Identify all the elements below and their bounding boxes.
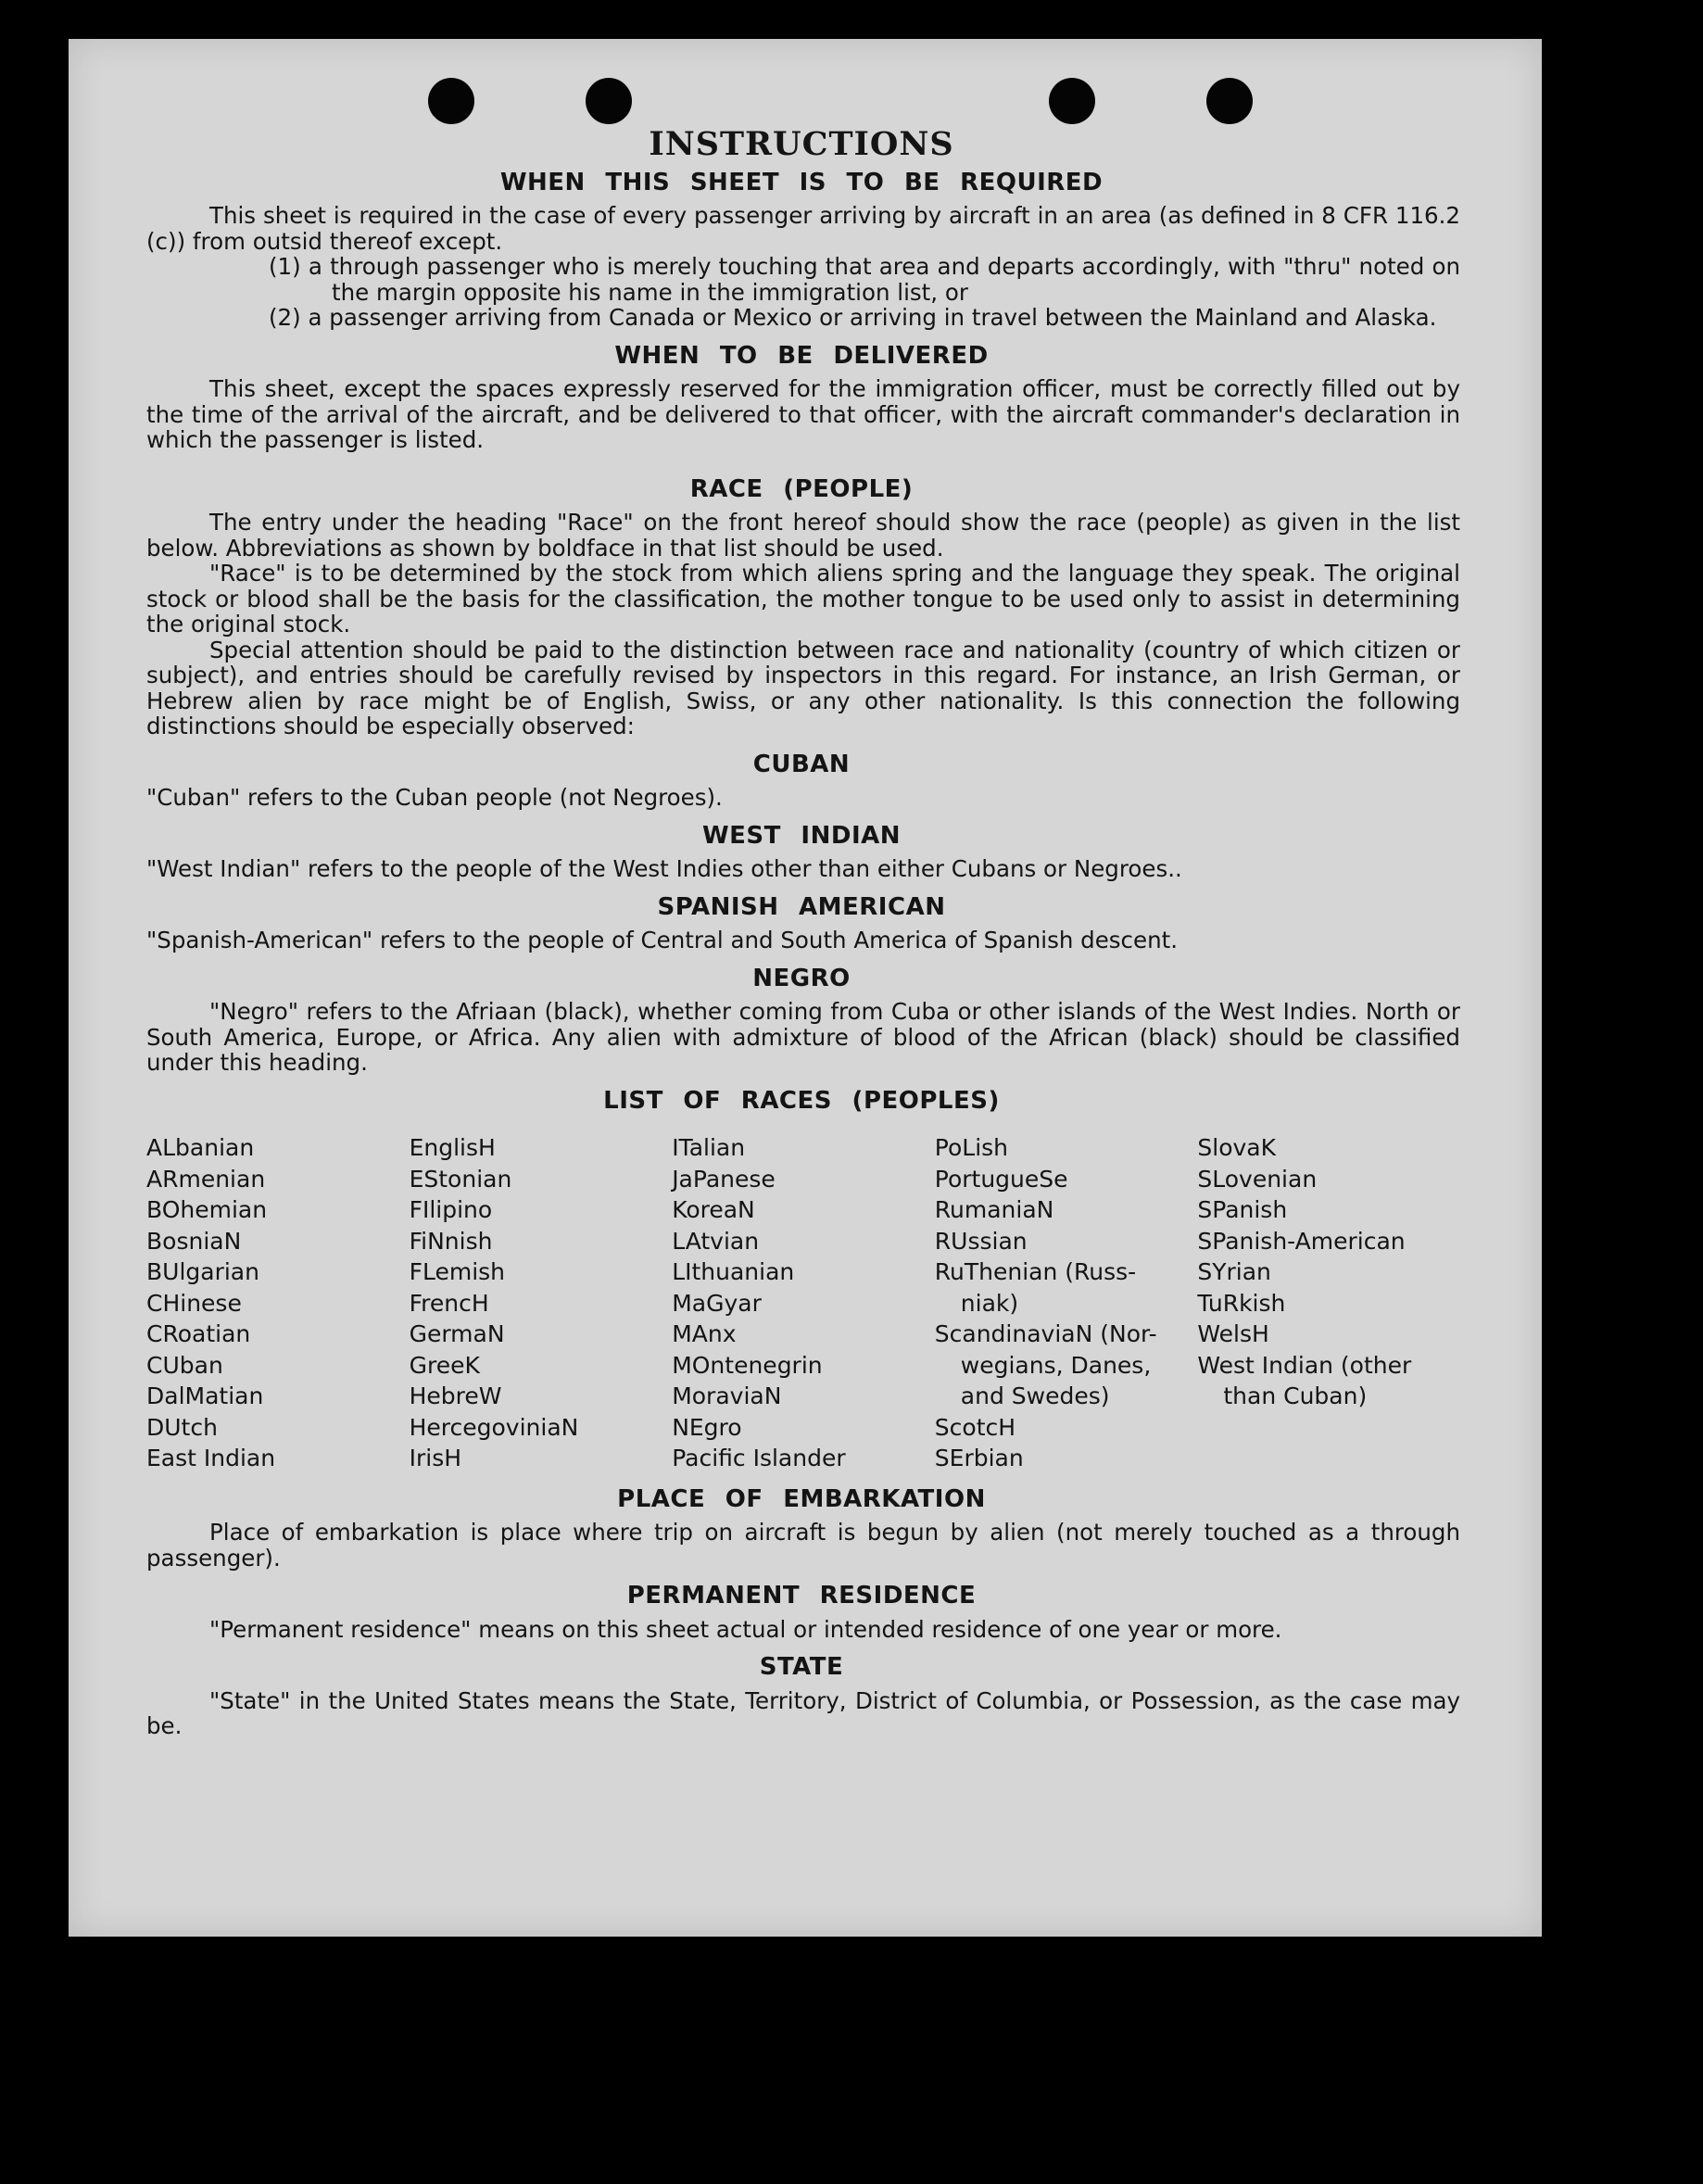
race-entry: and Swedes) — [960, 1382, 1110, 1409]
residence-text: "Permanent residence" means on this sheet actual or intended residence of one year or more. — [209, 1615, 1282, 1643]
punch-hole — [586, 78, 632, 124]
document-sheet — [69, 39, 1542, 1937]
race-entry: BUlgarian — [146, 1258, 259, 1285]
race-entry: PortugueSe — [934, 1165, 1068, 1193]
race-entry: Pacific Islander — [672, 1445, 846, 1471]
race-entry: SLovenian — [1197, 1165, 1318, 1193]
race-entry: SErbian — [934, 1445, 1024, 1471]
heading-west-indian: WEST INDIAN — [701, 821, 902, 850]
punch-hole — [428, 78, 474, 124]
punch-hole — [1206, 78, 1253, 124]
spanish-american-text: "Spanish-American" refers to the people of Central and South America of Spanish descent. — [146, 927, 1179, 953]
west-indian-text: "West Indian" refers to the people of the West Indies other than either Cubans or Negroes.. — [146, 855, 1182, 882]
heading-cuban: CUBAN — [752, 750, 851, 778]
race-entry: FrencH — [409, 1289, 489, 1317]
race-entry: wegians, Danes, — [960, 1351, 1152, 1379]
race-entry: CUban — [146, 1351, 223, 1379]
race-entry: ALbanian — [146, 1134, 255, 1161]
race-entry: SYrian — [1197, 1258, 1271, 1285]
race-entry: MOntenegrin — [672, 1351, 823, 1379]
race-entry: TuRkish — [1197, 1289, 1286, 1317]
heading-state: STATE — [759, 1653, 844, 1681]
race-entry: EnglisH — [409, 1134, 496, 1161]
race-paragraph-2: "Race" is to be determined by the stock from which aliens spring and the language they speak. The original stock or blood shall be the basis for the classification, the mother tongue to be used only to assist in determining the original stock. — [146, 560, 1460, 638]
negro-text: "Negro" refers to the Afriaan (black), whether coming from Cuba or other islands of the West Indies. North or South America, Europe, or Africa. Any alien with admixture of blood of the African (black) should be classified under this heading. — [146, 998, 1460, 1076]
heading-permanent-residence: PERMANENT RESIDENCE — [626, 1582, 977, 1610]
race-entry: HebreW — [409, 1382, 502, 1409]
race-entry: niak) — [960, 1289, 1019, 1317]
race-paragraph-3: Special attention should be paid to the distinction between race and nationality (country of which citizen or subject), and entries should be carefully revised by inspectors in this regard. For instance, an Irish German, or Hebrew alien by race might be of English, Swiss, or any other nationality. Is this connection the following distinctions should be especially observed: — [146, 636, 1460, 739]
race-column — [672, 1132, 935, 1474]
race-entry: BosniaN — [146, 1227, 242, 1255]
race-entry: CHinese — [146, 1289, 242, 1317]
race-entry: FIlipino — [409, 1196, 493, 1223]
heading-negro: NEGRO — [752, 964, 851, 992]
exception-item-1: (1) a through passenger who is merely touching that area and departs accordingly, with "thru" noted on the margin opposite his name in the immigration list, or — [269, 253, 1460, 306]
race-entry: EStonian — [409, 1165, 512, 1193]
race-column — [410, 1132, 673, 1474]
heading-spanish-american: SPANISH AMERICAN — [657, 892, 946, 921]
race-entry: FLemish — [409, 1258, 506, 1285]
race-entry: ARmenian — [146, 1165, 266, 1193]
race-entry: WelsH — [1197, 1320, 1269, 1347]
race-entry: West Indian (other — [1197, 1351, 1412, 1379]
heading-place-of-embarkation: PLACE OF EMBARKATION — [617, 1484, 986, 1513]
race-column — [935, 1132, 1198, 1474]
race-column — [1197, 1132, 1460, 1474]
race-entry: MaGyar — [672, 1289, 762, 1317]
race-entry: ScandinaviaN (Nor- — [934, 1320, 1157, 1347]
race-entry: NEgro — [672, 1413, 742, 1441]
race-entry: PoLish — [934, 1134, 1009, 1161]
race-paragraph-1: The entry under the heading "Race" on the front hereof should show the race (people) as given in the list below. Abbreviations as shown by boldface in that list should be used. — [146, 509, 1460, 562]
race-entry: SlovaK — [1197, 1134, 1276, 1161]
race-entry: RuThenian (Russ- — [934, 1258, 1137, 1285]
heading-race: RACE (PEOPLE) — [689, 474, 914, 503]
race-entry: LAtvian — [672, 1227, 760, 1255]
race-entry: ITalian — [672, 1134, 746, 1161]
state-text: "State" in the United States means the State, Territory, District of Columbia, or Possession, as the case may be. — [146, 1686, 1460, 1739]
race-entry: SPanish-American — [1197, 1227, 1406, 1255]
when-required-intro: This sheet is required in the case of every passenger arriving by aircraft in an area (as defined in 8 CFR 116.2 (c)) from outsid thereof except. — [146, 202, 1460, 255]
race-list — [146, 1132, 1460, 1474]
heading-when-required: WHEN THIS SHEET IS TO BE REQUIRED — [499, 168, 1104, 196]
race-entry: MAnx — [672, 1320, 737, 1347]
heading-list-of-races: LIST OF RACES (PEOPLES) — [603, 1086, 1000, 1115]
race-entry: East Indian — [146, 1445, 276, 1471]
race-entry: CRoatian — [146, 1320, 251, 1347]
race-entry: GreeK — [409, 1351, 480, 1379]
race-entry: than Cuban) — [1223, 1382, 1368, 1409]
race-column — [146, 1132, 410, 1474]
heading-when-delivered: WHEN TO BE DELIVERED — [614, 341, 989, 370]
exception-item-2: (2) a passenger arriving from Canada or Mexico or arriving in travel between the Mainland and Alaska. — [269, 304, 1437, 331]
race-entry: IrisH — [409, 1445, 462, 1471]
race-entry: RumaniaN — [934, 1196, 1054, 1223]
page-title: INSTRUCTIONS — [649, 125, 954, 163]
race-entry: BOhemian — [146, 1196, 268, 1223]
race-entry: HercegoviniaN — [409, 1413, 579, 1441]
cuban-text: "Cuban" refers to the Cuban people (not Negroes). — [146, 784, 723, 811]
race-entry: RUssian — [934, 1227, 1028, 1255]
when-delivered-text: This sheet, except the spaces expressly reserved for the immigration officer, must be correctly filled out by the time of the arrival of the aircraft, and be delivered to that officer, with the aircraft commander's declaration in which the passenger is listed. — [146, 375, 1460, 453]
race-entry: FiNnish — [409, 1227, 493, 1255]
embarkation-text: Place of embarkation is place where trip on aircraft is begun by alien (not merely touched as a through passenger). — [146, 1519, 1460, 1572]
race-entry: DalMatian — [146, 1382, 264, 1409]
race-entry: LIthuanian — [672, 1258, 795, 1285]
race-entry: ScotcH — [934, 1413, 1016, 1441]
race-entry: GermaN — [409, 1320, 505, 1347]
punch-hole — [1049, 78, 1095, 124]
race-entry: DUtch — [146, 1413, 218, 1441]
race-entry: JaPanese — [672, 1165, 776, 1193]
race-entry: SPanish — [1197, 1196, 1288, 1223]
race-entry: MoraviaN — [672, 1382, 782, 1409]
instructions-content — [143, 125, 1460, 1739]
race-entry: KoreaN — [672, 1196, 755, 1223]
